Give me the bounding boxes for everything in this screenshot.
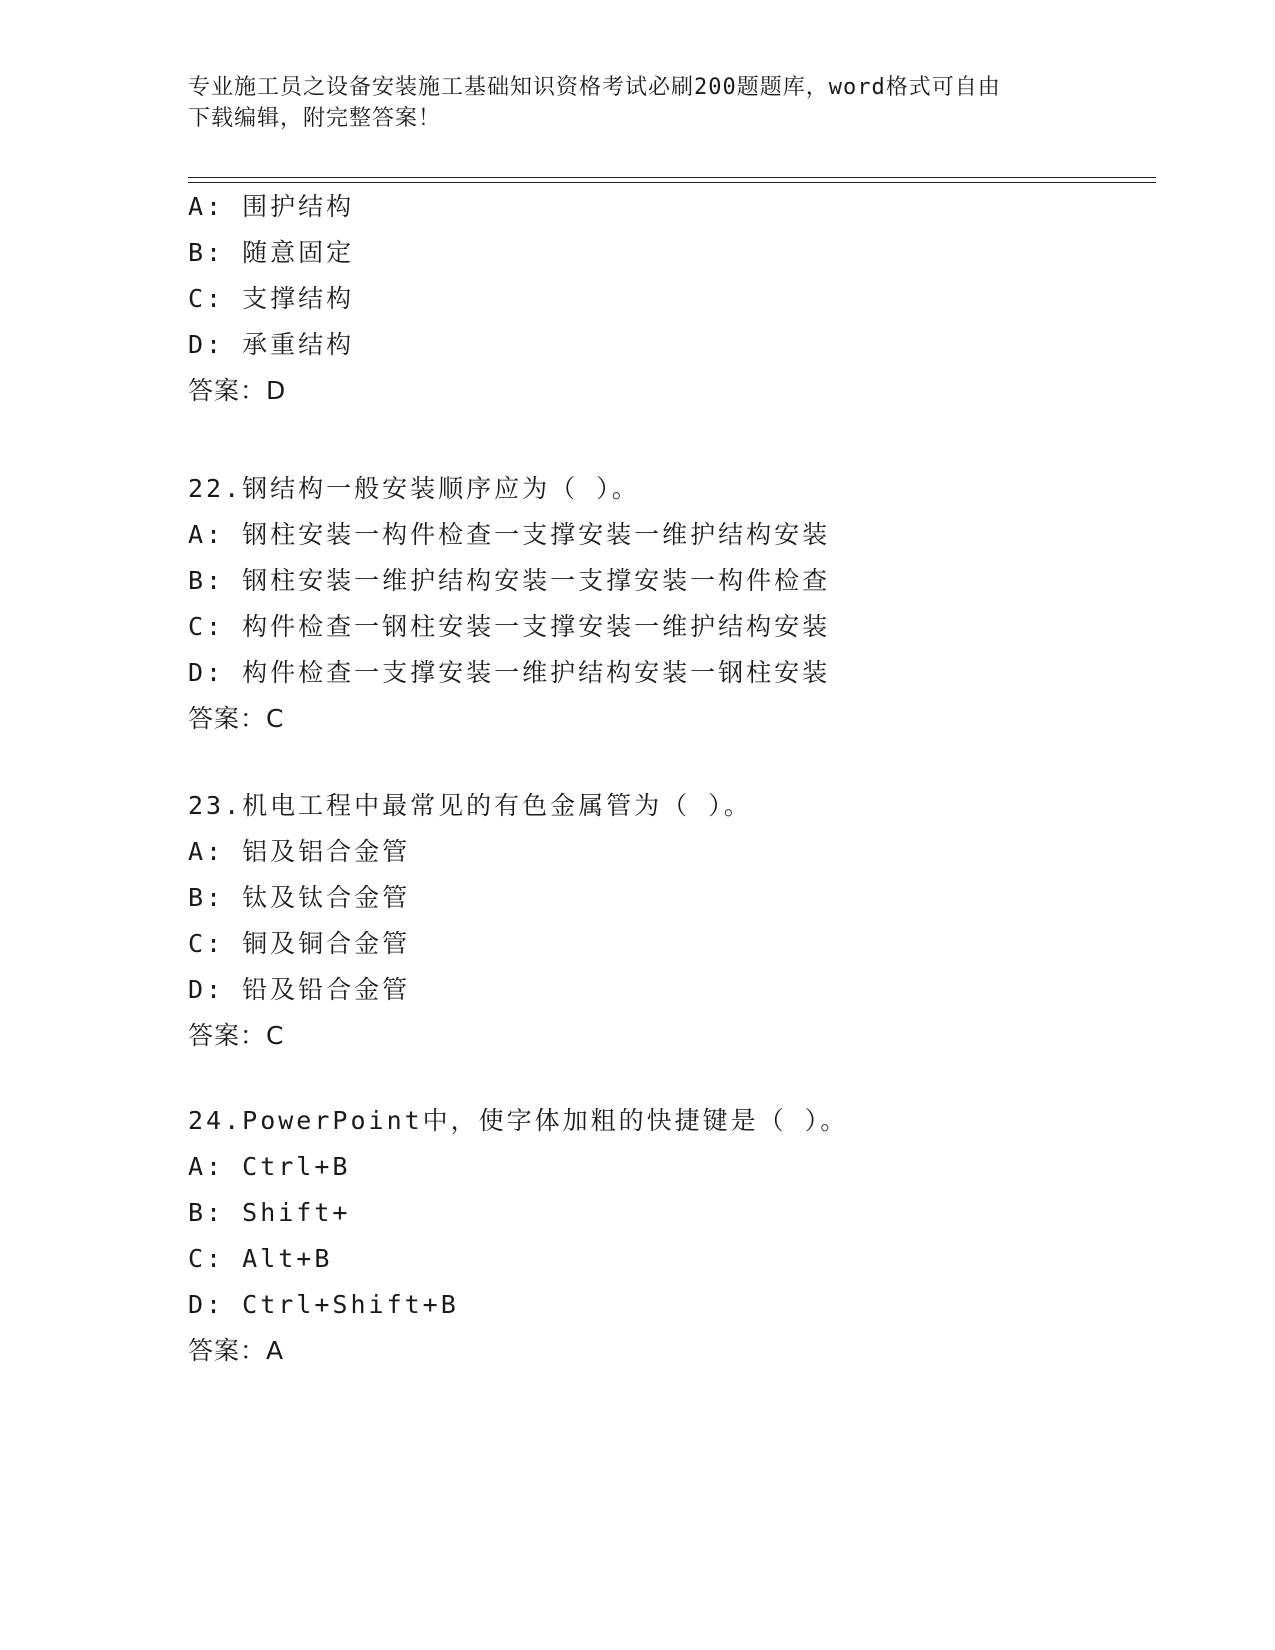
option-c: C: Alt+B [188,1244,333,1273]
option-d: D: Ctrl+Shift+B [188,1290,459,1319]
question-text: 22.钢结构一般安装顺序应为（ ）。 [188,474,640,503]
answer-text: 答案：C [188,1021,285,1050]
document-header [188,72,1088,134]
option-d: D: 构件检查一支撑安装一维护结构安装一钢柱安装 [188,658,831,687]
question-text: 23.机电工程中最常见的有色金属管为（ ）。 [188,791,752,820]
option-b: B: Shift+ [188,1198,351,1227]
question-24-block [188,1098,1148,1374]
question-22-block [188,466,1148,742]
answer-text: 答案：D [188,376,287,405]
option-b: B: 钛及钛合金管 [188,883,411,912]
question-text: 24.PowerPoint中，使字体加粗的快捷键是（ ）。 [188,1106,849,1135]
option-c: C: 构件检查一钢柱安装一支撑安装一维护结构安装 [188,612,831,641]
option-a: A: 围护结构 [188,192,355,221]
option-b: B: 随意固定 [188,238,355,267]
answer-text: 答案：C [188,704,285,733]
header-line-1: 专业施工员之设备安装施工基础知识资格考试必刷200题题库，word格式可自由 [188,75,1001,100]
header-rule-top [188,177,1156,178]
question-21-block [188,184,1148,414]
option-d: D: 承重结构 [188,330,355,359]
option-b: B: 钢柱安装一维护结构安装一支撑安装一构件检查 [188,566,831,595]
answer-text: 答案：A [188,1336,285,1365]
option-c: C: 铜及铜合金管 [188,929,411,958]
option-a: A: Ctrl+B [188,1152,351,1181]
option-a: A: 铝及铝合金管 [188,837,411,866]
option-d: D: 铅及铅合金管 [188,975,411,1004]
option-a: A: 钢柱安装一构件检查一支撑安装一维护结构安装 [188,520,831,549]
question-23-block [188,783,1148,1059]
header-line-2: 下载编辑，附完整答案！ [188,106,442,131]
header-rule-bottom [188,182,1156,183]
option-c: C: 支撑结构 [188,284,355,313]
